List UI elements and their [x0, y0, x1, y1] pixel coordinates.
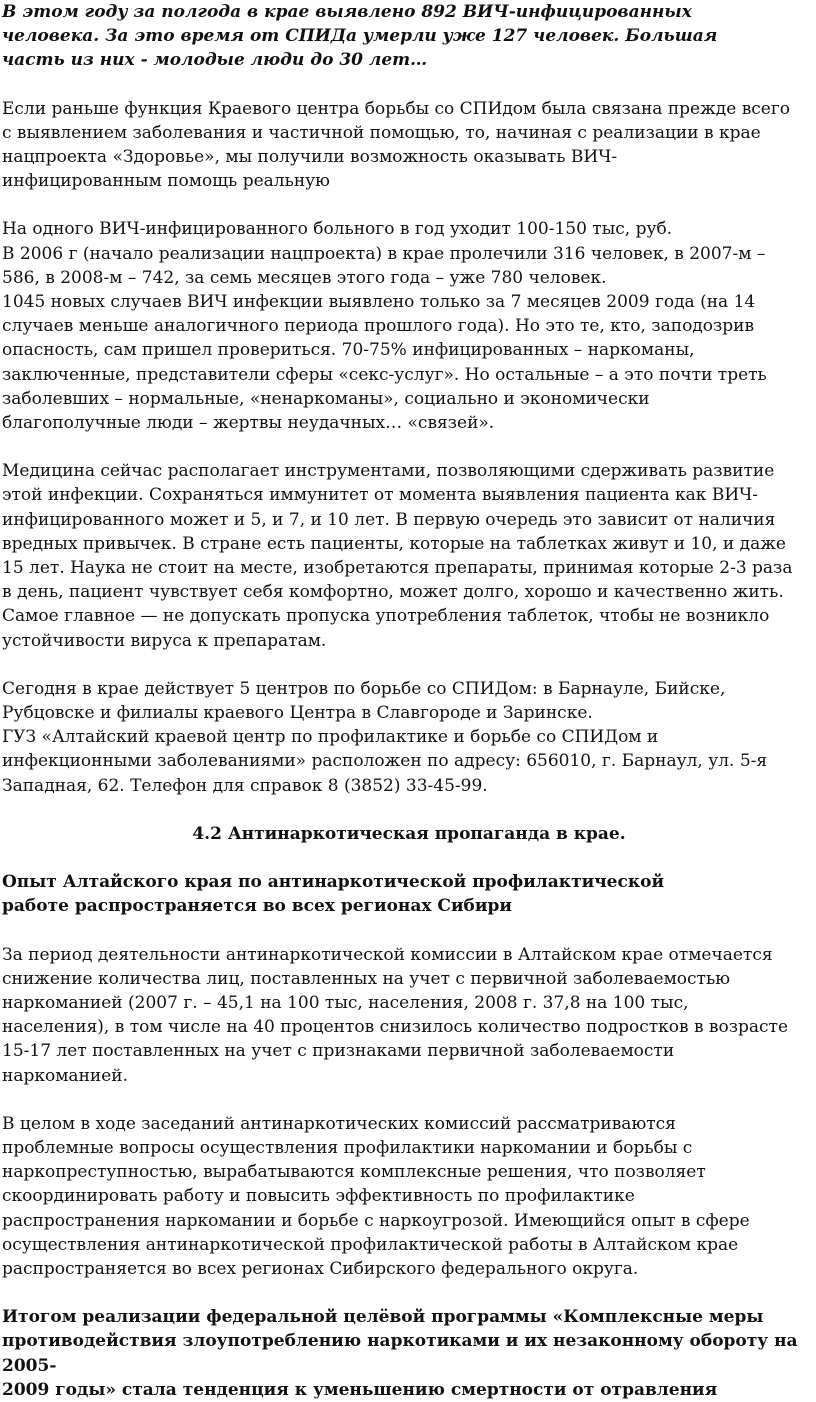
spacer [2, 193, 816, 217]
spacer [2, 1088, 816, 1112]
paragraph-centers: Сегодня в крае действует 5 центров по борьбе со СПИДом: в Барнауле, Бийске, Рубцовске и филиалы краевого Центра в Славгороде и Заринске. ГУЗ «Алтайский краевой центр по профилактике и борьбе со СПИДом и инфекционными заболеваниями» расположен по адресу: 656010, г. Барнаул, ул. 5-я Западная, 62. Телефон для справок 8 (3852) 33-45-99. [2, 678, 768, 796]
paragraph-commission-meetings: В целом в ходе заседаний антинаркотических комиссий рассматриваются проблемные вопросы осуществления профилактики наркомании и борьбы с наркопреступностью, вырабатываются комплексные решения, что позволяет скоординировать работу и повысить эффективность по профилактике распространения наркомании и борьбе с наркоугрозой. Имеющийся опыт в сфере осуществления антинаркотической профилактической работы в Алтайском крае распространяется во всех регионах Сибирского федерального округа. [2, 1113, 750, 1279]
paragraph-treatment-stats: На одного ВИЧ-инфицированного больного в год уходит 100-150 тыс, руб. В 2006 г (начало реализации нацпроекта) в крае пролечили 316 человек, в 2007-м – 586, в 2008-м – 742, за семь месяцев этого года – уже 780 человек. 1045 новых случаев ВИЧ инфекции выявлено только за 7 месяцев 2009 года (на 14 случаев меньше аналогичного периода прошлого года). Но это те, кто, заподозрив опасность, сам пришел провериться. 70-75% инфицированных – наркоманы, заключенные, представители сферы «секс-услуг». Но остальные – а это почти треть заболевших – нормальные, «ненаркоманы», социально и экономически благополучные люди – жертвы неудачных… «связей». [2, 219, 767, 434]
spacer [2, 1281, 816, 1305]
paragraph-center-function: Если раньше функция Краевого центра борьбы со СПИдом была связана прежде всего с выявлением заболевания и частичной помощью, то, начиная с реализации в крае нацпроекта «Здоровье», мы получили возможность оказывать ВИЧ- инфицированным помощь реальную [2, 98, 790, 192]
paragraph-commission-period: За период деятельности антинаркотической комиссии в Алтайском крае отмечается снижение количества лиц, поставленных на учет с первичной заболеваемостью наркоманией (2007 г. – 45,1 на 100 тыс, населения, 2008 г. 37,8 на 100 тыс, населения), в том числе на 40 процентов снизилось количество подростков в возрасте 15-17 лет поставленных на учет с признаками первичной заболеваемости наркоманией. [2, 944, 789, 1086]
paragraph-program-result: Итогом реализации федеральной целёвой программы «Комплексные меры противодействия злоупотреблению наркотиками и их незаконному обороту на 2005- 2009 годы» стала тенденция к уменьшению смертности от отравления [2, 1307, 798, 1400]
spacer [2, 73, 816, 97]
spacer [2, 798, 816, 822]
section-title: 4.2 Антинаркотическая пропаганда в крае. [192, 823, 626, 844]
lead-paragraph: В этом году за полгода в крае выявлено 892 ВИЧ-инфицированных человека. За это время от СПИДа умерли уже 127 человек. Большая часть из них - молодые люди до 30 лет… [2, 2, 718, 71]
paragraph-medicine: Медицина сейчас располагает инструментами, позволяющими сдерживать развитие этой инфекции. Сохраняться иммунитет от момента выявления пациента как ВИЧ- инфицированного может и 5, и 7, и 10 лет. В первую очередь это зависит от наличия вредных привычек. В стране есть пациенты, которые на таблетках живут и 10, и даже 15 лет. Наука не стоит на месте, изобретаются препараты, принимая которые 2-3 раза в день, пациент чувствует себя комфортно, может долго, хорошо и качественно жить. Самое главное — не допускать пропуска употребления таблеток, чтобы не возникло устойчивости вируса к препаратам. [2, 461, 793, 651]
spacer [2, 435, 816, 459]
spacer [2, 846, 816, 870]
section-subheading: Опыт Алтайского края по антинаркотической профилактической работе распространяется во всех регионах Сибири [2, 872, 665, 917]
spacer [2, 653, 816, 677]
spacer [2, 919, 816, 943]
